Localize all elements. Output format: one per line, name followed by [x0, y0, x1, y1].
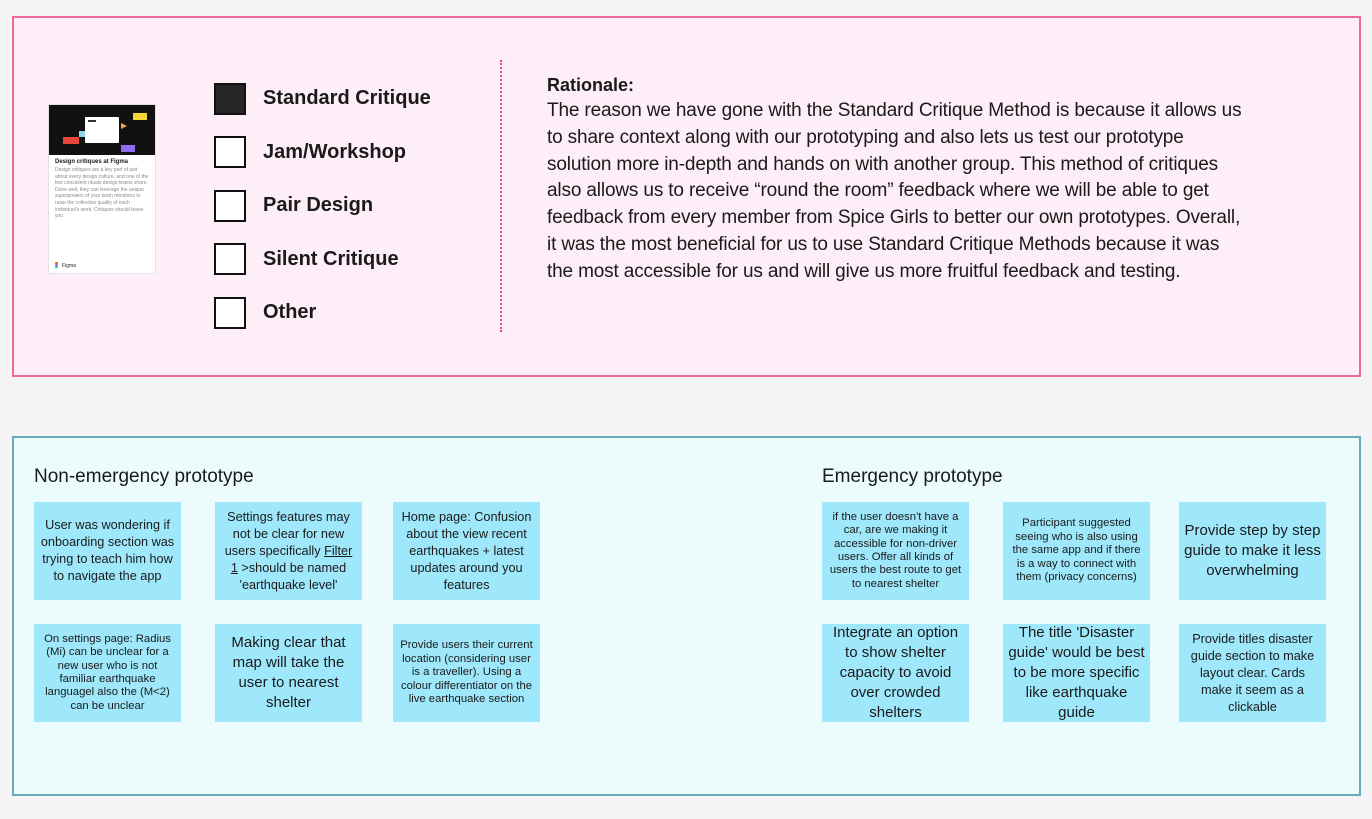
- sticky-note-text: Settings features may not be clear for new users specifically Filter 1 >should be named 'earthquake level': [224, 509, 353, 592]
- rationale-text: The reason we have gone with the Standard Critique Method is because it allows us to share context along with our prototyping and also lets us test our prototype solution more in-depth and hands on with another group. This method of critiques also allows us to receive “round the room” feedback where we will be able to get feedback from every member from Spice Girls to better our own prototypes. Overall, it was the most beneficial for us to use Standard Critique Methods because it was the most accessible for us and will give us more fruitful feedback and testing.: [547, 100, 1242, 282]
- option-jam-workshop[interactable]: [214, 126, 431, 180]
- rationale-title: Rationale:: [547, 75, 635, 95]
- sticky-note[interactable]: User was wondering if onboarding section was trying to teach him how to navigate the app: [34, 502, 181, 600]
- sticky-note[interactable]: The title 'Disaster guide' would be best to be more specific like earthquake guide: [1003, 624, 1150, 722]
- sticky-note[interactable]: Making clear that map will take the user to nearest shelter: [215, 624, 362, 722]
- thumbnail-brand-label: Figma: [62, 262, 76, 269]
- figma-article-thumbnail[interactable]: [48, 104, 156, 274]
- option-label: Standard Critique: [263, 87, 431, 110]
- sticky-note[interactable]: if the user doesn't have a car, are we making it accessible for non-driver users. Offer all kinds of users the best route to get to nearest shelter: [822, 502, 969, 600]
- checkbox-checked[interactable]: [214, 83, 246, 115]
- feedback-frame: [12, 436, 1361, 796]
- checkbox[interactable]: [214, 297, 246, 329]
- critique-method-frame: [12, 16, 1361, 377]
- filter-link[interactable]: Filter 1: [230, 543, 353, 575]
- option-label: Other: [263, 301, 317, 324]
- checkbox[interactable]: [214, 190, 246, 222]
- figma-logo-icon: [55, 262, 59, 269]
- critique-method-options: [214, 72, 431, 340]
- thumbnail-title: Design critiques at Figma: [55, 159, 129, 165]
- sticky-note[interactable]: [215, 502, 362, 600]
- option-label: Silent Critique: [263, 247, 399, 270]
- sticky-note[interactable]: Participant suggested seeing who is also using the same app and if there is a way to connect with them (privacy concerns): [1003, 502, 1150, 600]
- sticky-note[interactable]: On settings page: Radius (Mi) can be unclear for a new user who is not familiar earthquake languagel also the (M<2) can be unclear: [34, 624, 181, 722]
- checkbox[interactable]: [214, 136, 246, 168]
- option-label: Pair Design: [263, 194, 374, 217]
- option-other[interactable]: [214, 286, 431, 340]
- thumbnail-illustration: [49, 105, 155, 155]
- option-silent-critique[interactable]: [214, 233, 431, 287]
- sticky-note[interactable]: Integrate an option to show shelter capacity to avoid over crowded shelters: [822, 624, 969, 722]
- thumbnail-brand: [55, 262, 76, 269]
- sticky-note[interactable]: Provide users their current location (considering user is a traveller). Using a colour differentiator on the live earthquake section: [393, 624, 540, 722]
- non-emergency-title: Non-emergency prototype: [34, 466, 254, 487]
- option-pair-design[interactable]: [214, 179, 431, 233]
- emergency-title: Emergency prototype: [822, 466, 1003, 487]
- sticky-note[interactable]: Provide step by step guide to make it less overwhelming: [1179, 502, 1326, 600]
- option-standard-critique[interactable]: [214, 72, 431, 126]
- thumbnail-excerpt: Design critiques are a key part of just about every design culture, and one of the few consistent rituals design teams share. Done well, they can leverage the unique superpowers of your team members to raise the collective quality of each individual's work. Critiques should leave you: [55, 167, 149, 220]
- checkbox[interactable]: [214, 243, 246, 275]
- rationale-block: [547, 72, 1247, 286]
- sticky-note[interactable]: Provide titles disaster guide section to make layout clear. Cards make it seem as a clickable: [1179, 624, 1326, 722]
- option-label: Jam/Workshop: [263, 140, 406, 163]
- dotted-divider: [500, 60, 502, 332]
- sticky-note[interactable]: Home page: Confusion about the view recent earthquakes + latest updates around you features: [393, 502, 540, 600]
